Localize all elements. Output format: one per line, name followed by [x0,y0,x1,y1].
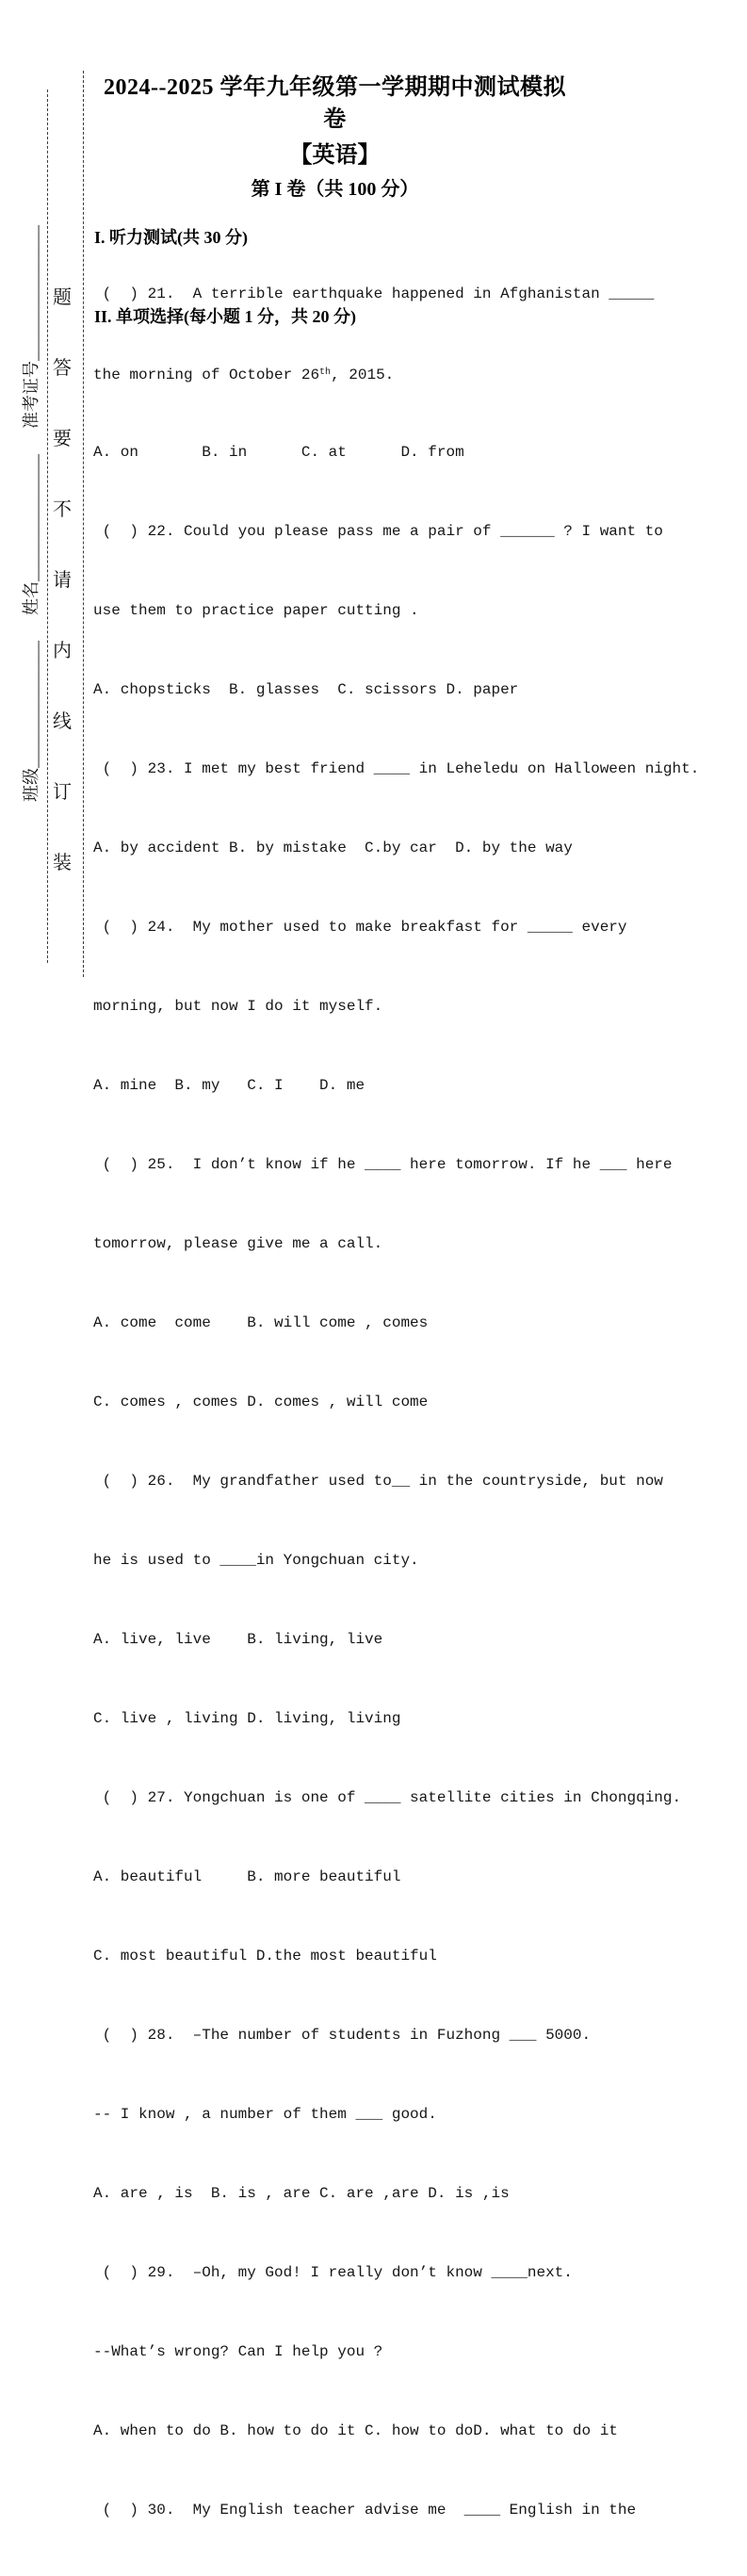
question-line: A. live, live B. living, live [93,1631,383,1648]
question-line: use them to practice paper cutting . [93,602,419,619]
question-line: ( ) 21. A terrible earthquake happened in Afghanistan _____ [93,285,655,302]
question-line: ( ) 26. My grandfather used to__ in the countryside, but now [93,1473,663,1490]
section-multiple-choice: II. 单项选择(每小题 1 分，共 20 分) [94,307,356,326]
question-line: A. on B. in C. at D. from [93,444,464,461]
part-heading: 第 I 卷（共 100 分） [251,179,419,200]
student-info-fields: 班级_______________ 姓名_______________ 准考证号________________ [22,225,41,802]
question-line: -- I know , a number of them ___ good. [93,2106,437,2123]
seal-dashed-line-outer [83,71,84,977]
seal-char: 不 [53,499,72,520]
question-line: tomorrow, please give me a call. [93,1235,383,1252]
question-line: morning, but now I do it myself. [93,998,383,1015]
question-line: he is used to ____in Yongchuan city. [93,1552,419,1569]
question-line: C. live , living D. living, living [93,1710,401,1727]
subject-title: 【英语】 [289,143,381,168]
question-line: ( ) 22. Could you please pass me a pair of ______ ? I want to [93,523,663,540]
seal-char: 题 [53,287,72,308]
question-line: C. comes , comes D. comes , will come [93,1394,429,1410]
seal-char: 装 [53,853,72,873]
question-line: A. by accident B. by mistake C.by car D. by the way [93,840,573,856]
question-line: A. come come B. will come , comes [93,1314,429,1331]
question-line: ( ) 25. I don’t know if he ____ here tomorrow. If he ___ here [93,1156,673,1173]
seal-char: 订 [53,782,72,803]
question-block [93,228,734,2576]
question-line: A. mine B. my C. I D. me [93,1077,365,1094]
date-pre: the morning of October 26 [93,367,320,383]
section-listening: I. 听力测试(共 30 分) [94,228,248,247]
question-line: ( ) 30. My English teacher advise me ____ English in the [93,2502,637,2519]
question-line: ( ) 27. Yongchuan is one of ____ satellite cities in Chongqing. [93,1789,682,1806]
question-line: A. are , is B. is , are C. are ,are D. is ,is [93,2185,510,2202]
seal-char: 线 [53,711,72,732]
seal-line-text [52,288,73,872]
question-line: A. when to do B. how to do it C. how to doD. what to do it [93,2422,618,2439]
seal-char: 答 [53,358,72,379]
question-line: ( ) 24. My mother used to make breakfast for _____ every [93,919,627,936]
question-line: ( ) 23. I met my best friend ____ in Leheledu on Halloween night. [93,760,700,777]
question-line: ( ) 29. –Oh, my God! I really don’t know ____next. [93,2264,573,2281]
question-line-date [93,360,734,386]
seal-dashed-line-inner [47,90,48,963]
question-line: A. beautiful B. more beautiful [93,1868,401,1885]
page-title: 2024--2025 学年九年级第一学期期中测试模拟卷 [104,75,566,132]
seal-char: 请 [53,570,72,591]
seal-char: 要 [53,429,72,449]
seal-char: 内 [53,641,72,661]
question-line: A. chopsticks B. glasses C. scissors D. paper [93,681,519,698]
date-post: , 2015. [331,367,395,383]
question-line: C. most beautiful D.the most beautiful [93,1948,437,1965]
question-line: ( ) 28. –The number of students in Fuzhong ___ 5000. [93,2027,592,2044]
question-line: --What’s wrong? Can I help you ? [93,2343,383,2360]
date-superscript: th [319,367,332,378]
